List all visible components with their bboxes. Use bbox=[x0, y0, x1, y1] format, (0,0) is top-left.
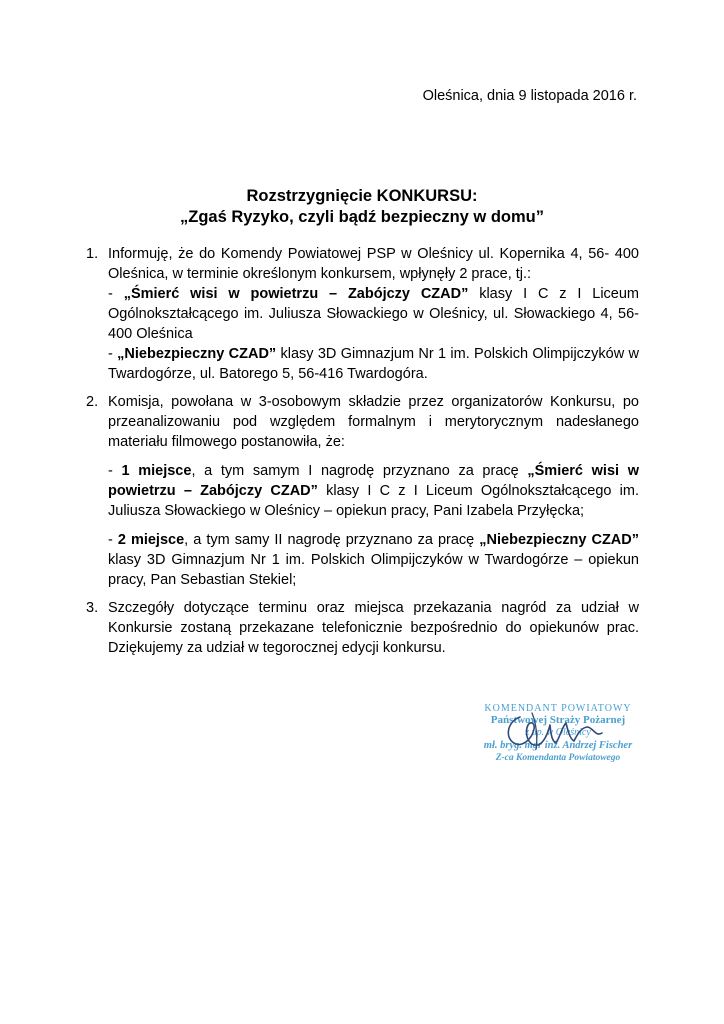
item-2-prize-2 bbox=[108, 530, 639, 590]
list-item-3 bbox=[86, 598, 639, 658]
signature-icon bbox=[478, 703, 638, 769]
item-1-entry-1 bbox=[108, 284, 639, 344]
entry-details: klasy 3D Gimnazjum Nr 1 im. Polskich Olimpijczyków w Twardogórze, ul. Batorego 5, 56-416 Twardogóra. bbox=[108, 346, 639, 382]
entry-details: klasy I C z I Liceum Ogólnokształcącego im. Juliusza Słowackiego w Oleśnicy, ul. Słowackiego 4, 56-400 Oleśnica bbox=[108, 286, 639, 342]
prize-title: „Śmierć wisi w powietrzu – Zabójczy CZAD” bbox=[108, 463, 640, 499]
item-2-intro: Komisja, powołana w 3-osobowym składzie przez organizatorów Konkursu, po przeanalizowaniu pod względem formalnym i merytorycznym nadesłanego materiału filmowego postanowiła, że: bbox=[108, 394, 639, 450]
title-line-2: „Zgaś Ryzyko, czyli bądź bezpieczny w domu” bbox=[180, 208, 544, 226]
prize-text: , a tym samym I nagrodę przyznano za pracę bbox=[191, 463, 528, 479]
item-1-intro: Informuję, że do Komendy Powiatowej PSP w Oleśnicy ul. Kopernika 4, 56- 400 Oleśnica, w terminie określonym konkursem, wpłynęły 2 prace, tj.: bbox=[108, 246, 639, 282]
entry-title: „Śmierć wisi w powietrzu – Zabójczy CZAD” bbox=[123, 286, 469, 302]
official-stamp bbox=[478, 703, 638, 769]
prize-dash: - bbox=[108, 532, 118, 548]
list-number: 2. bbox=[86, 394, 99, 410]
item-3-text: Szczegóły dotyczące terminu oraz miejsca przekazania nagród za udział w Konkursie zostaną przekazane telefonicznie bezpośrednio do opiekunów prac. Dziękujemy za udział w tegorocznej edycji konkursu. bbox=[108, 600, 639, 656]
prize-details: klasy 3D Gimnazjum Nr 1 im. Polskich Olimpijczyków w Twardogórze – opiekun pracy, Pan Sebastian Stekiel; bbox=[108, 552, 639, 588]
list-number: 1. bbox=[86, 246, 99, 262]
prize-details: klasy I C z I Liceum Ogólnokształcącego im. Juliusza Słowackiego w Oleśnicy – opiekun pracy, Pani Izabela Przyłęcka; bbox=[108, 483, 639, 519]
entry-title: „Niebezpieczny CZAD” bbox=[117, 346, 277, 362]
document-title bbox=[0, 186, 724, 228]
prize-title: „Niebezpieczny CZAD” bbox=[479, 532, 640, 548]
stamp-line-1: KOMENDANT POWIATOWY bbox=[484, 703, 632, 714]
title-line-1: Rozstrzygnięcie KONKURSU: bbox=[246, 187, 478, 205]
list-number: 3. bbox=[86, 600, 99, 616]
stamp-line-5: Z-ca Komendanta Powiatowego bbox=[495, 753, 621, 763]
stamp-line-3: z up. w Oleśnicy bbox=[525, 727, 591, 738]
item-2-prize-1 bbox=[108, 461, 639, 521]
entry-dash: - bbox=[108, 286, 124, 302]
entry-dash: - bbox=[108, 346, 118, 362]
numbered-list bbox=[86, 244, 639, 658]
list-item-1 bbox=[86, 244, 639, 384]
stamp-line-2: Państwowej Straży Pożarnej bbox=[490, 714, 626, 726]
prize-place: 2 miejsce bbox=[117, 532, 185, 548]
prize-place: 1 miejsce bbox=[121, 463, 192, 479]
prize-text: , a tym samy II nagrodę przyznano za pracę bbox=[184, 532, 480, 548]
date-line: Oleśnica, dnia 9 listopada 2016 r. bbox=[422, 88, 637, 104]
prize-dash: - bbox=[108, 463, 122, 479]
list-item-2 bbox=[86, 392, 639, 590]
stamp-line-4: mł. bryg. mgr inż. Andrzej Fischer bbox=[483, 740, 633, 751]
item-1-entry-2 bbox=[108, 344, 639, 384]
